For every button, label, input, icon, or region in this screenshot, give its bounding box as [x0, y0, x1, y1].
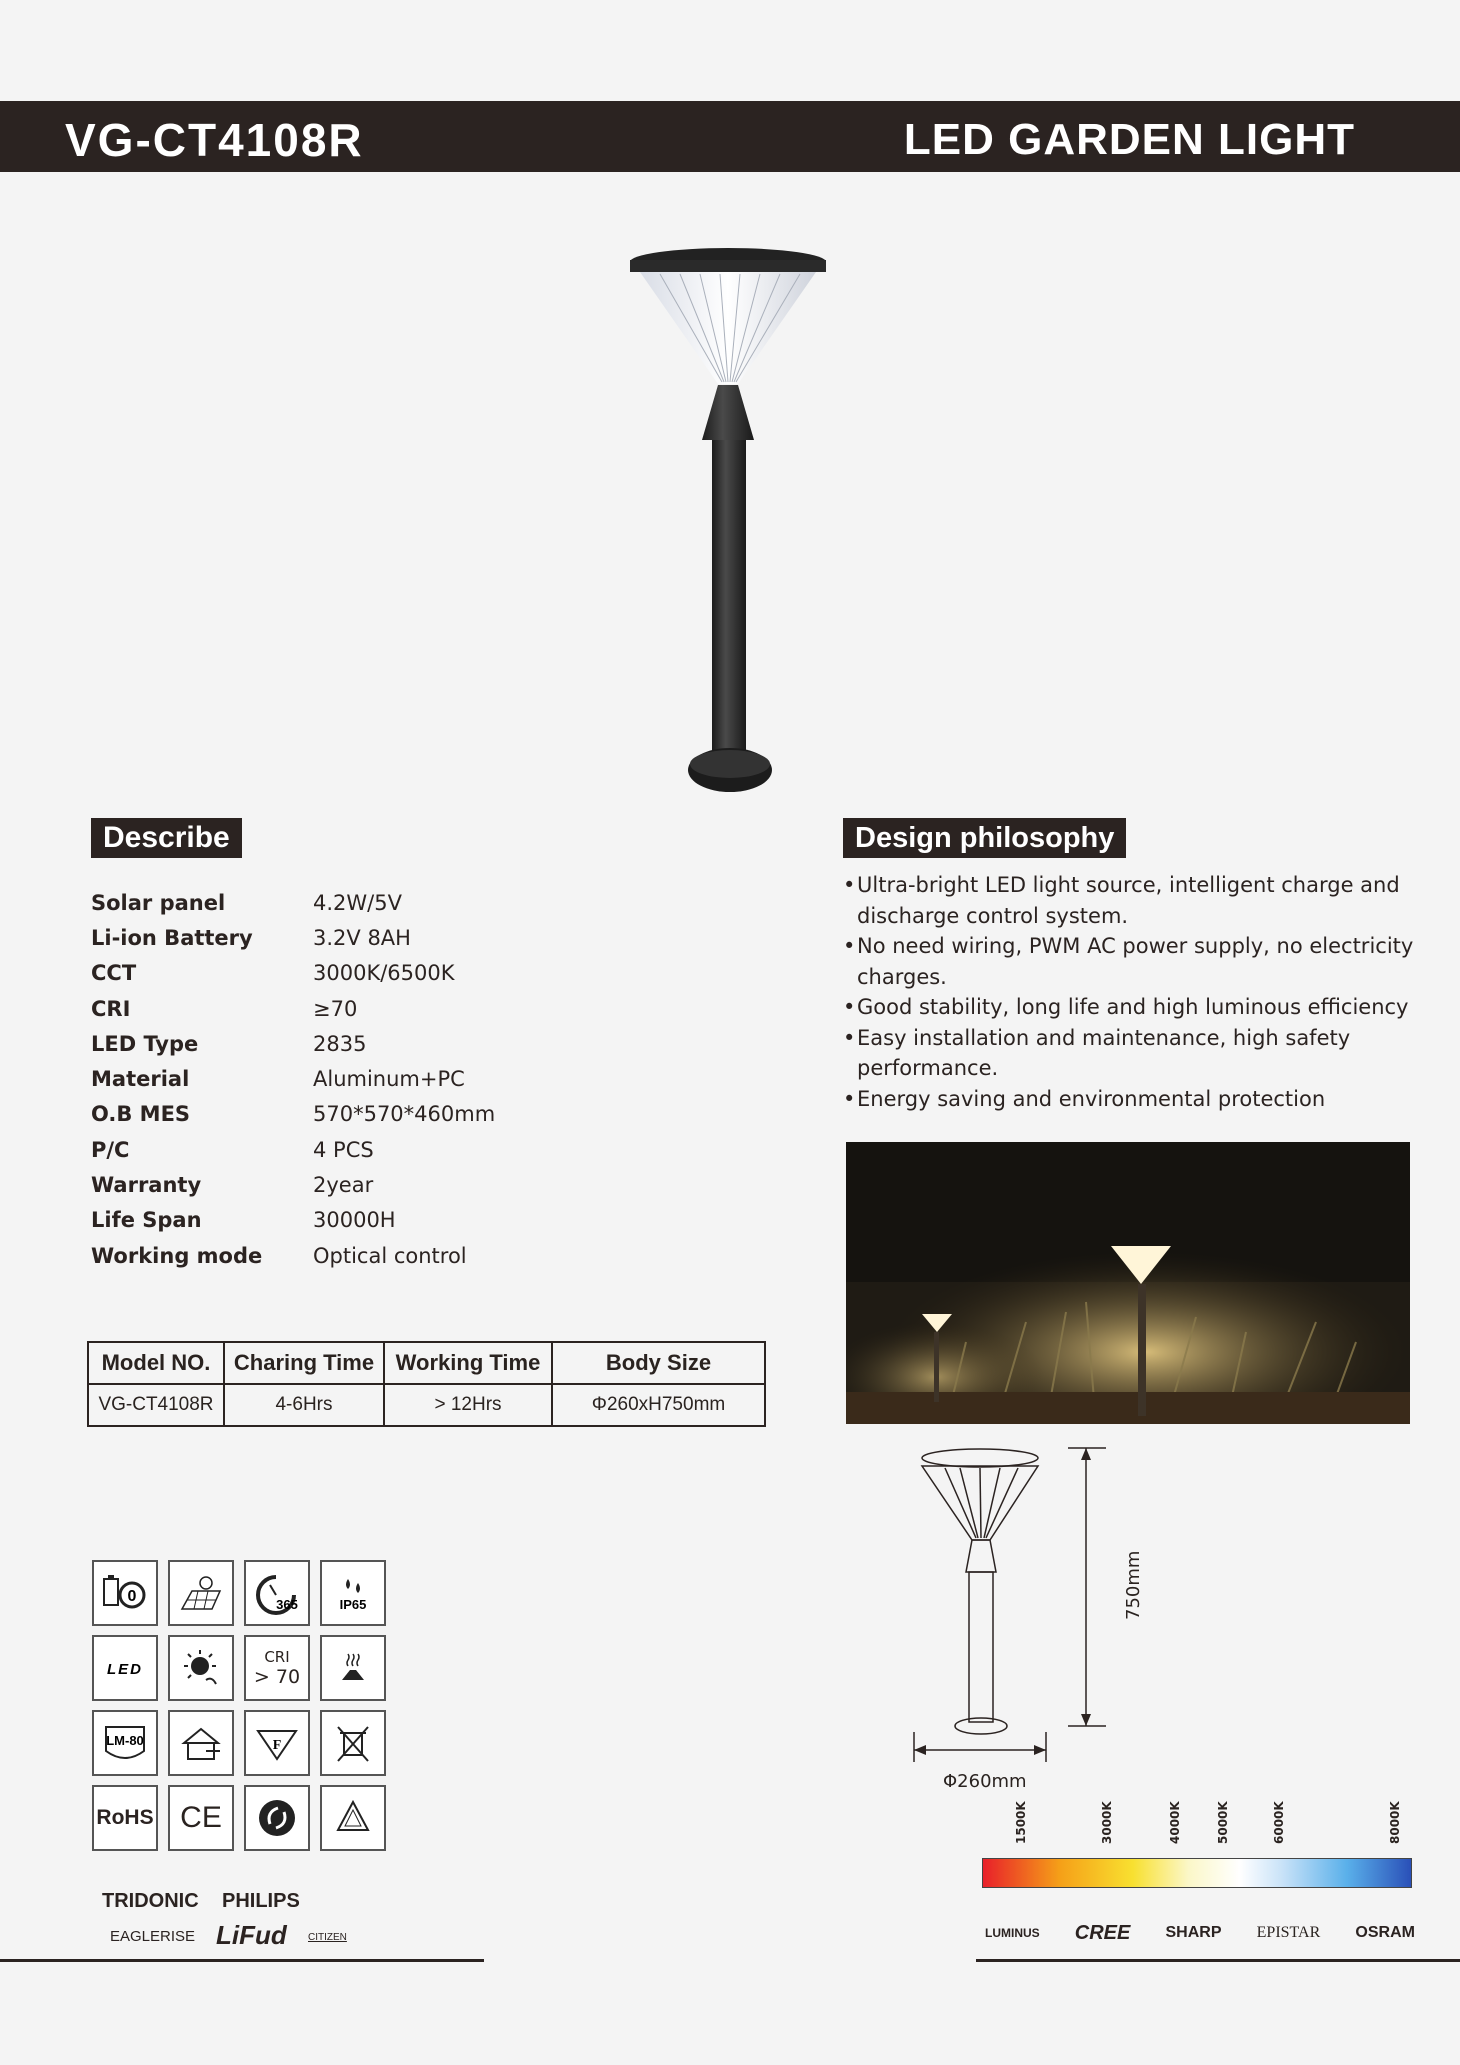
- spec-value: 570*570*460mm: [313, 1102, 496, 1127]
- recycle-icon: [320, 1785, 386, 1851]
- brand-logo: CREE: [1074, 1921, 1131, 1944]
- feature-icon-grid: [92, 1560, 402, 1851]
- brand-logo: PHILIPS: [222, 1890, 300, 1912]
- cct-scale: [982, 1800, 1412, 1900]
- led-icon: [92, 1635, 158, 1701]
- model-number: VG-CT4108R: [65, 114, 364, 166]
- brand-logo: CITIZEN: [308, 1932, 347, 1943]
- spec-key: Material: [91, 1067, 190, 1092]
- product-image: [620, 240, 840, 800]
- height-label: 750mm: [1123, 1550, 1144, 1620]
- light-sensor-icon: [168, 1635, 234, 1701]
- spec-value: 4 PCS: [313, 1137, 374, 1162]
- ce-icon: CE: [168, 1785, 234, 1851]
- product-type: LED GARDEN LIGHT: [903, 115, 1355, 164]
- lm80-icon: [92, 1710, 158, 1776]
- spec-value: ≥70: [313, 996, 358, 1021]
- design-bullets: [843, 870, 1423, 1114]
- cct-tick-label: 4000K: [1168, 1801, 1182, 1844]
- spec-value: Aluminum+PC: [313, 1067, 465, 1092]
- table-header: Charing Time: [224, 1342, 384, 1384]
- battery-zero-icon: [92, 1560, 158, 1626]
- brand-logo: LiFud: [216, 1920, 287, 1950]
- table-header: Body Size: [552, 1342, 765, 1384]
- cct-tick-label: 8000K: [1388, 1801, 1402, 1844]
- table-header: Model NO.: [88, 1342, 224, 1384]
- spec-row: [91, 1167, 591, 1202]
- svg-text:LED: LED: [107, 1661, 143, 1678]
- garden-photo: [846, 1142, 1410, 1424]
- spec-key: Li-ion Battery: [91, 925, 253, 950]
- spec-key: Working mode: [91, 1243, 263, 1268]
- design-title: Design philosophy: [843, 818, 1126, 858]
- spec-row: [91, 956, 591, 991]
- green-dot-icon: [244, 1785, 310, 1851]
- footer-rule-left: [0, 1959, 484, 1962]
- weee-bin-icon: [320, 1710, 386, 1776]
- list-item: • Ultra-bright LED light source, intelligent charge and discharge control system.: [843, 873, 1400, 928]
- spec-key: Solar panel: [91, 890, 226, 915]
- cri-icon: [244, 1635, 310, 1701]
- svg-text:0: 0: [127, 1588, 137, 1605]
- cri-value: > 70: [253, 1666, 301, 1688]
- cct-tick-label: 1500K: [1014, 1801, 1028, 1844]
- spec-value: 3.2V 8AH: [313, 925, 411, 950]
- cri-label: CRI: [264, 1648, 290, 1666]
- spec-value: 30000H: [313, 1208, 396, 1233]
- svg-text:365: 365: [276, 1597, 298, 1612]
- list-item: • No need wiring, PWM AC power supply, no electricity charges.: [843, 934, 1414, 989]
- spec-list: [91, 885, 591, 1273]
- brand-logo: TRIDONIC: [102, 1890, 199, 1912]
- house-power-icon: [168, 1710, 234, 1776]
- ip65-icon: [320, 1560, 386, 1626]
- list-item: • Energy saving and environmental protection: [843, 1086, 1326, 1111]
- spec-row: [91, 885, 591, 920]
- svg-text:F: F: [272, 1738, 282, 1753]
- table-cell: VG-CT4108R: [88, 1384, 224, 1426]
- list-item: • Easy installation and maintenance, high safety performance.: [843, 1025, 1351, 1080]
- svg-text:IP65: IP65: [339, 1597, 367, 1612]
- solar-panel-icon: [168, 1560, 234, 1626]
- spec-value: Optical control: [313, 1243, 467, 1268]
- spec-value: 4.2W/5V: [313, 890, 402, 915]
- spec-value: 3000K/6500K: [313, 961, 455, 986]
- spec-row: [91, 1132, 591, 1167]
- spec-row: [91, 991, 591, 1026]
- brand-logo: EPISTAR: [1256, 1924, 1321, 1941]
- cct-tick-label: 6000K: [1272, 1801, 1286, 1844]
- brand-logo: SHARP: [1165, 1924, 1222, 1941]
- header-bar: [0, 101, 1460, 172]
- cct-tick-label: 3000K: [1100, 1801, 1114, 1844]
- heat-dissipation-icon: [320, 1635, 386, 1701]
- rohs-icon: RoHS: [92, 1785, 158, 1851]
- f-mark-icon: [244, 1710, 310, 1776]
- spec-key: P/C: [91, 1137, 130, 1162]
- spec-key: CCT: [91, 961, 137, 986]
- model-table: [87, 1341, 766, 1427]
- spec-key: Warranty: [91, 1173, 202, 1198]
- chip-brands: [985, 1918, 1415, 1948]
- spec-value: 2year: [313, 1173, 374, 1198]
- spec-row: [91, 1026, 591, 1061]
- table-cell: 4-6Hrs: [224, 1384, 384, 1426]
- spec-key: O.B MES: [91, 1102, 191, 1127]
- spec-key: CRI: [91, 996, 131, 1021]
- brand-logo: OSRAM: [1355, 1924, 1415, 1941]
- table-cell: > 12Hrs: [384, 1384, 552, 1426]
- spec-row: [91, 920, 591, 955]
- table-cell: Φ260xH750mm: [552, 1384, 765, 1426]
- spec-key: LED Type: [91, 1031, 199, 1056]
- brand-logo: LUMINUS: [985, 1926, 1040, 1940]
- brand-logo: EAGLERISE: [110, 1928, 196, 1945]
- driver-brands: [100, 1888, 400, 1958]
- svg-text:LM-80: LM-80: [106, 1733, 144, 1748]
- spec-row: [91, 1061, 591, 1096]
- spec-row: [91, 1097, 591, 1132]
- spec-row: [91, 1238, 591, 1273]
- dimension-drawing: [900, 1440, 1160, 1800]
- diameter-label: Φ260mm: [943, 1771, 1027, 1792]
- cct-gradient-bar: [982, 1858, 1412, 1888]
- footer-rule-right: [976, 1959, 1460, 1962]
- spec-key: Life Span: [91, 1208, 202, 1233]
- spec-value: 2835: [313, 1031, 367, 1056]
- spec-row: [91, 1203, 591, 1238]
- list-item: • Good stability, long life and high luminous efficiency: [843, 995, 1409, 1019]
- table-header: Working Time: [384, 1342, 552, 1384]
- describe-title: Describe: [91, 818, 242, 858]
- 365-days-icon: [244, 1560, 310, 1626]
- cct-tick-label: 5000K: [1216, 1801, 1230, 1844]
